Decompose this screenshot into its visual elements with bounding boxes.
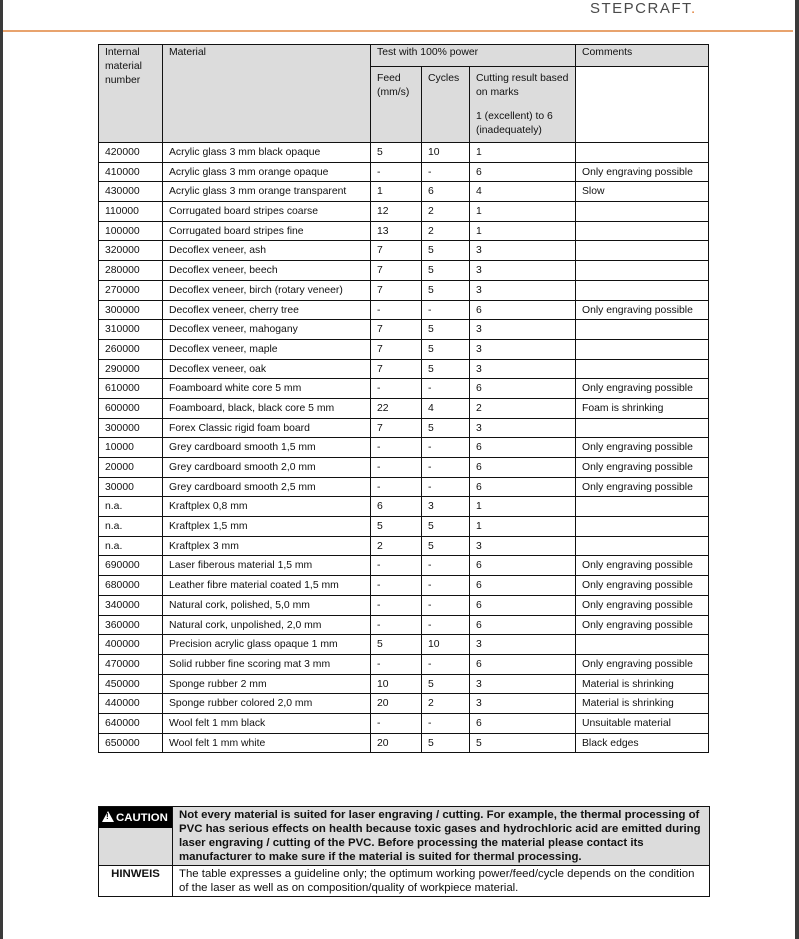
table-row xyxy=(99,595,709,615)
cell-feed: 7 xyxy=(371,339,422,359)
cell-cycles: - xyxy=(422,576,470,596)
cell-cutting-result: 6 xyxy=(470,556,576,576)
header-divider xyxy=(3,30,793,32)
cell-material-number: 340000 xyxy=(99,595,163,615)
cell-cutting-result: 1 xyxy=(470,221,576,241)
header-material: Material xyxy=(163,45,371,143)
table-row xyxy=(99,202,709,222)
table-row xyxy=(99,221,709,241)
cell-material-number: 470000 xyxy=(99,654,163,674)
cell-material-number: 320000 xyxy=(99,241,163,261)
cell-cycles: 2 xyxy=(422,694,470,714)
cell-material-name: Sponge rubber 2 mm xyxy=(163,674,371,694)
cell-cutting-result: 3 xyxy=(470,241,576,261)
caution-label-text: CAUTION xyxy=(116,812,168,824)
table-row xyxy=(99,477,709,497)
table-row xyxy=(99,576,709,596)
table-row xyxy=(99,261,709,281)
cell-cutting-result: 6 xyxy=(470,379,576,399)
cell-feed: 7 xyxy=(371,320,422,340)
cell-cutting-result: 6 xyxy=(470,438,576,458)
caution-label xyxy=(99,807,172,828)
cell-material-name: Kraftplex 1,5 mm xyxy=(163,517,371,537)
brand-dot: . xyxy=(691,0,697,17)
cell-material-name: Wool felt 1 mm black xyxy=(163,713,371,733)
cell-material-name: Laser fiberous material 1,5 mm xyxy=(163,556,371,576)
cell-material-number: 450000 xyxy=(99,674,163,694)
table-row xyxy=(99,418,709,438)
cell-cycles: - xyxy=(422,162,470,182)
cell-cutting-result: 6 xyxy=(470,615,576,635)
cell-feed: 5 xyxy=(371,517,422,537)
cell-comment: Only engraving possible xyxy=(576,438,709,458)
cell-material-name: Decoflex veneer, oak xyxy=(163,359,371,379)
cell-cycles: 5 xyxy=(422,280,470,300)
cell-material-name: Grey cardboard smooth 2,0 mm xyxy=(163,458,371,478)
cell-feed: 7 xyxy=(371,280,422,300)
cell-feed: - xyxy=(371,458,422,478)
cell-feed: - xyxy=(371,576,422,596)
cell-material-name: Natural cork, polished, 5,0 mm xyxy=(163,595,371,615)
cell-material-number: 440000 xyxy=(99,694,163,714)
cell-comment xyxy=(576,497,709,517)
cell-feed: - xyxy=(371,477,422,497)
cell-comment xyxy=(576,517,709,537)
cell-cutting-result: 3 xyxy=(470,694,576,714)
cell-comment: Only engraving possible xyxy=(576,654,709,674)
cell-cutting-result: 3 xyxy=(470,635,576,655)
cell-cycles: - xyxy=(422,300,470,320)
viewer-left-edge xyxy=(0,0,3,939)
header-cutting-result-scale: 1 (excellent) to 6 (inadequately) xyxy=(476,111,553,136)
cell-material-name: Natural cork, unpolished, 2,0 mm xyxy=(163,615,371,635)
cell-material-name: Acrylic glass 3 mm black opaque xyxy=(163,143,371,163)
cell-comment: Unsuitable material xyxy=(576,713,709,733)
cell-material-name: Solid rubber fine scoring mat 3 mm xyxy=(163,654,371,674)
cell-material-number: 610000 xyxy=(99,379,163,399)
table-row xyxy=(99,241,709,261)
cell-cycles: 6 xyxy=(422,182,470,202)
cell-material-name: Kraftplex 3 mm xyxy=(163,536,371,556)
cell-feed: 10 xyxy=(371,674,422,694)
table-row xyxy=(99,497,709,517)
materials-table xyxy=(98,44,709,753)
header-cycles: Cycles xyxy=(422,67,470,143)
cell-material-name: Decoflex veneer, cherry tree xyxy=(163,300,371,320)
header-feed: Feed (mm/s) xyxy=(371,67,422,143)
cell-cutting-result: 6 xyxy=(470,713,576,733)
cell-material-name: Corrugated board stripes fine xyxy=(163,221,371,241)
cell-material-number: 270000 xyxy=(99,280,163,300)
cell-cutting-result: 3 xyxy=(470,418,576,438)
cell-cutting-result: 3 xyxy=(470,674,576,694)
cell-feed: 5 xyxy=(371,143,422,163)
cell-material-name: Decoflex veneer, birch (rotary veneer) xyxy=(163,280,371,300)
cell-material-number: 400000 xyxy=(99,635,163,655)
cell-feed: - xyxy=(371,300,422,320)
cell-material-number: 280000 xyxy=(99,261,163,281)
cell-material-name: Acrylic glass 3 mm orange opaque xyxy=(163,162,371,182)
cell-cycles: - xyxy=(422,595,470,615)
cell-comment: Black edges xyxy=(576,733,709,753)
cell-comment xyxy=(576,202,709,222)
header-cutting-result-label: Cutting result based on marks xyxy=(476,73,569,98)
cell-material-name: Decoflex veneer, beech xyxy=(163,261,371,281)
notice-box xyxy=(98,806,710,897)
table-row xyxy=(99,359,709,379)
table-row xyxy=(99,635,709,655)
cell-comment xyxy=(576,320,709,340)
table-row xyxy=(99,694,709,714)
cell-material-number: 300000 xyxy=(99,300,163,320)
cell-material-number: 640000 xyxy=(99,713,163,733)
cell-cycles: 5 xyxy=(422,517,470,537)
header-test-group: Test with 100% power xyxy=(371,45,576,67)
caution-row xyxy=(99,807,710,866)
cell-material-name: Corrugated board stripes coarse xyxy=(163,202,371,222)
cell-material-name: Foamboard, black, black core 5 mm xyxy=(163,398,371,418)
cell-material-name: Decoflex veneer, mahogany xyxy=(163,320,371,340)
cell-feed: 5 xyxy=(371,635,422,655)
table-row xyxy=(99,162,709,182)
cell-cutting-result: 6 xyxy=(470,576,576,596)
cell-material-name: Leather fibre material coated 1,5 mm xyxy=(163,576,371,596)
cell-comment: Only engraving possible xyxy=(576,300,709,320)
cell-cycles: 5 xyxy=(422,339,470,359)
cell-material-number: 430000 xyxy=(99,182,163,202)
cell-material-number: 30000 xyxy=(99,477,163,497)
cell-material-name: Decoflex veneer, ash xyxy=(163,241,371,261)
table-row xyxy=(99,398,709,418)
table-row xyxy=(99,556,709,576)
cell-cutting-result: 1 xyxy=(470,202,576,222)
cell-material-name: Forex Classic rigid foam board xyxy=(163,418,371,438)
cell-feed: 20 xyxy=(371,694,422,714)
table-row xyxy=(99,615,709,635)
cell-cutting-result: 3 xyxy=(470,359,576,379)
cell-comment: Only engraving possible xyxy=(576,477,709,497)
viewer-right-edge xyxy=(795,0,799,939)
cell-material-number: 300000 xyxy=(99,418,163,438)
cell-feed: 6 xyxy=(371,497,422,517)
cell-material-number: 600000 xyxy=(99,398,163,418)
cell-cutting-result: 6 xyxy=(470,654,576,674)
table-row xyxy=(99,654,709,674)
cell-material-name: Kraftplex 0,8 mm xyxy=(163,497,371,517)
cell-cycles: 10 xyxy=(422,635,470,655)
cell-comment: Only engraving possible xyxy=(576,595,709,615)
cell-cycles: - xyxy=(422,438,470,458)
cell-feed: 7 xyxy=(371,418,422,438)
cell-feed: 1 xyxy=(371,182,422,202)
cell-material-number: 110000 xyxy=(99,202,163,222)
table-row xyxy=(99,733,709,753)
cell-cutting-result: 3 xyxy=(470,536,576,556)
cell-comment: Slow xyxy=(576,182,709,202)
cell-cutting-result: 5 xyxy=(470,733,576,753)
cell-cycles: - xyxy=(422,556,470,576)
table-row xyxy=(99,182,709,202)
cell-material-number: 20000 xyxy=(99,458,163,478)
cell-material-number: 310000 xyxy=(99,320,163,340)
cell-comment xyxy=(576,241,709,261)
table-row xyxy=(99,713,709,733)
cell-feed: - xyxy=(371,162,422,182)
cell-cutting-result: 3 xyxy=(470,261,576,281)
cell-cutting-result: 3 xyxy=(470,339,576,359)
brand-logo xyxy=(590,0,697,17)
cell-cutting-result: 6 xyxy=(470,458,576,478)
header-cutting-result xyxy=(470,67,576,143)
cell-feed: 7 xyxy=(371,359,422,379)
cell-feed: - xyxy=(371,615,422,635)
cell-material-number: 420000 xyxy=(99,143,163,163)
cell-comment xyxy=(576,418,709,438)
cell-comment: Foam is shrinking xyxy=(576,398,709,418)
table-row xyxy=(99,517,709,537)
cell-cycles: 2 xyxy=(422,221,470,241)
caution-label-cell xyxy=(99,807,173,866)
cell-material-number: 690000 xyxy=(99,556,163,576)
header-spacer xyxy=(476,100,569,110)
cell-comment: Only engraving possible xyxy=(576,576,709,596)
cell-cutting-result: 6 xyxy=(470,477,576,497)
cell-cycles: 3 xyxy=(422,497,470,517)
cell-cycles: 5 xyxy=(422,320,470,340)
cell-comment: Only engraving possible xyxy=(576,379,709,399)
cell-material-number: 650000 xyxy=(99,733,163,753)
cell-cycles: 5 xyxy=(422,733,470,753)
cell-material-name: Wool felt 1 mm white xyxy=(163,733,371,753)
cell-feed: - xyxy=(371,556,422,576)
cell-material-name: Acrylic glass 3 mm orange transparent xyxy=(163,182,371,202)
cell-cycles: - xyxy=(422,615,470,635)
cell-comment: Only engraving possible xyxy=(576,162,709,182)
table-row xyxy=(99,674,709,694)
cell-cycles: - xyxy=(422,713,470,733)
table-row xyxy=(99,339,709,359)
cell-comment: Material is shrinking xyxy=(576,674,709,694)
hinweis-label: HINWEIS xyxy=(99,866,173,897)
header-material-number: Internal material number xyxy=(99,45,163,143)
table-row xyxy=(99,300,709,320)
cell-material-number: 100000 xyxy=(99,221,163,241)
cell-comment: Only engraving possible xyxy=(576,556,709,576)
table-row xyxy=(99,438,709,458)
cell-cutting-result: 6 xyxy=(470,162,576,182)
cell-feed: 12 xyxy=(371,202,422,222)
cell-comment xyxy=(576,536,709,556)
header-comments-blank xyxy=(576,67,709,143)
cell-feed: 7 xyxy=(371,241,422,261)
table-row xyxy=(99,280,709,300)
cell-cutting-result: 4 xyxy=(470,182,576,202)
cell-feed: 7 xyxy=(371,261,422,281)
cell-comment xyxy=(576,261,709,281)
cell-comment xyxy=(576,143,709,163)
cell-cycles: 10 xyxy=(422,143,470,163)
cell-comment xyxy=(576,221,709,241)
cell-cutting-result: 1 xyxy=(470,497,576,517)
cell-material-name: Grey cardboard smooth 2,5 mm xyxy=(163,477,371,497)
cell-material-number: n.a. xyxy=(99,517,163,537)
cell-cutting-result: 1 xyxy=(470,143,576,163)
cell-cutting-result: 6 xyxy=(470,300,576,320)
brand-name: STEPCRAFT xyxy=(590,0,692,17)
cell-cycles: - xyxy=(422,654,470,674)
cell-material-name: Sponge rubber colored 2,0 mm xyxy=(163,694,371,714)
cell-material-name: Decoflex veneer, maple xyxy=(163,339,371,359)
cell-comment xyxy=(576,339,709,359)
cell-comment: Material is shrinking xyxy=(576,694,709,714)
cell-feed: 13 xyxy=(371,221,422,241)
cell-feed: 22 xyxy=(371,398,422,418)
cell-cutting-result: 1 xyxy=(470,517,576,537)
cell-cutting-result: 3 xyxy=(470,320,576,340)
cell-material-number: n.a. xyxy=(99,497,163,517)
table-row xyxy=(99,379,709,399)
cell-cycles: 5 xyxy=(422,359,470,379)
table-row xyxy=(99,536,709,556)
cell-cycles: - xyxy=(422,379,470,399)
cell-material-name: Foamboard white core 5 mm xyxy=(163,379,371,399)
table-row xyxy=(99,143,709,163)
cell-cycles: 5 xyxy=(422,261,470,281)
cell-feed: - xyxy=(371,438,422,458)
cell-material-number: 10000 xyxy=(99,438,163,458)
cell-feed: - xyxy=(371,595,422,615)
cell-cycles: 2 xyxy=(422,202,470,222)
cell-cutting-result: 3 xyxy=(470,280,576,300)
cell-cycles: - xyxy=(422,458,470,478)
hinweis-row xyxy=(99,866,710,897)
cell-cycles: 4 xyxy=(422,398,470,418)
cell-material-name: Precision acrylic glass opaque 1 mm xyxy=(163,635,371,655)
cell-material-name: Grey cardboard smooth 1,5 mm xyxy=(163,438,371,458)
cell-material-number: 290000 xyxy=(99,359,163,379)
cell-cycles: 5 xyxy=(422,536,470,556)
materials-table-body xyxy=(99,143,709,753)
cell-cycles: 5 xyxy=(422,674,470,694)
cell-cutting-result: 6 xyxy=(470,595,576,615)
cell-feed: 20 xyxy=(371,733,422,753)
cell-comment xyxy=(576,280,709,300)
caution-text: Not every material is suited for laser engraving / cutting. For example, the thermal processing of PVC has serious effects on health because toxic gases and hydrochloric acid are emitted during laser engraving / cutting of the PVC. Before processing the material please contact its manufacturer to make sure if the material is suited for thermal processing. xyxy=(173,807,710,866)
hinweis-text: The table expresses a guideline only; the optimum working power/feed/cycle depends on the condition of the laser as well as on composition/quality of workpiece material. xyxy=(173,866,710,897)
cell-cutting-result: 2 xyxy=(470,398,576,418)
cell-cycles: 5 xyxy=(422,418,470,438)
cell-material-number: 260000 xyxy=(99,339,163,359)
cell-feed: 2 xyxy=(371,536,422,556)
cell-comment: Only engraving possible xyxy=(576,458,709,478)
table-row xyxy=(99,320,709,340)
cell-comment xyxy=(576,635,709,655)
header-comments: Comments xyxy=(576,45,709,67)
cell-feed: - xyxy=(371,713,422,733)
cell-comment xyxy=(576,359,709,379)
cell-feed: - xyxy=(371,654,422,674)
cell-material-number: 680000 xyxy=(99,576,163,596)
cell-cycles: 5 xyxy=(422,241,470,261)
cell-material-number: 360000 xyxy=(99,615,163,635)
cell-material-number: n.a. xyxy=(99,536,163,556)
cell-cycles: - xyxy=(422,477,470,497)
cell-material-number: 410000 xyxy=(99,162,163,182)
warning-triangle-icon xyxy=(102,811,114,822)
cell-feed: - xyxy=(371,379,422,399)
cell-comment: Only engraving possible xyxy=(576,615,709,635)
table-row xyxy=(99,458,709,478)
